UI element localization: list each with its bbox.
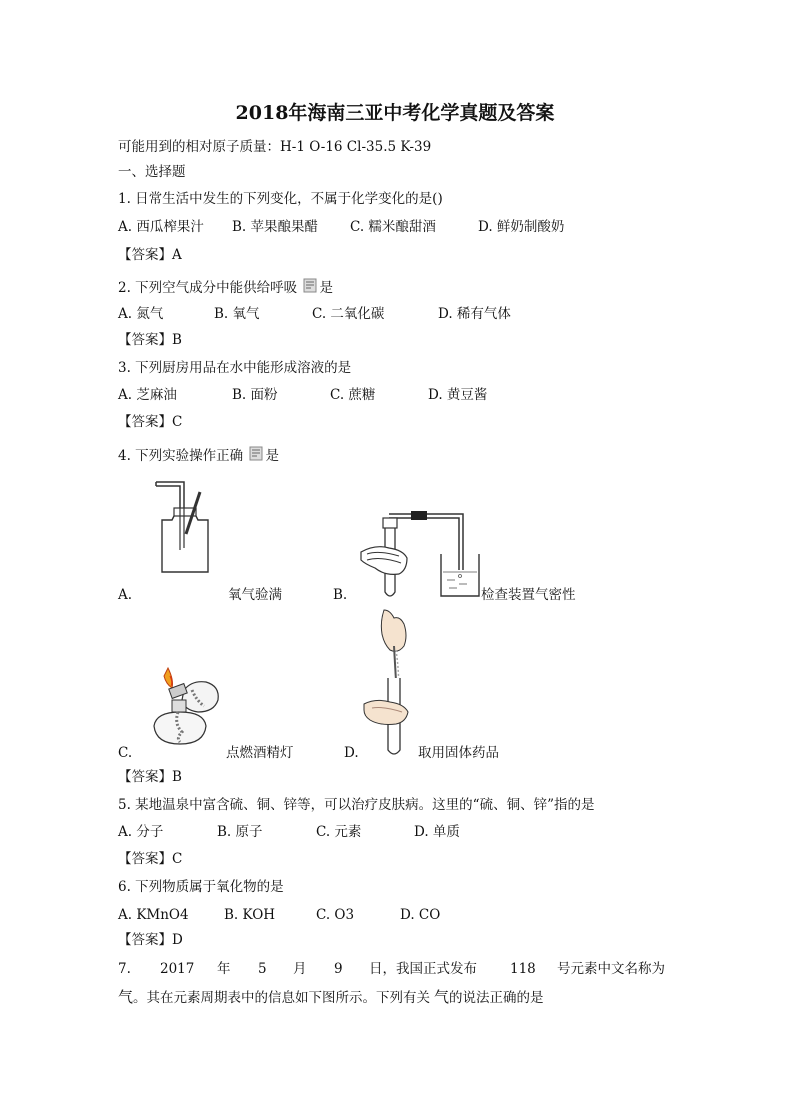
q4-stem-text: 4. 下列实验操作正确 <box>118 448 244 464</box>
q4-option-c-letter: C. <box>118 745 133 761</box>
q7-year: 2017 <box>160 961 195 977</box>
oxygen-bottle-figure <box>150 478 220 578</box>
q6-option-c: C. O3 <box>316 907 355 923</box>
broken-glyph-icon <box>249 446 263 460</box>
q5-option-c: C. 元素 <box>316 824 362 840</box>
broken-glyph-icon <box>303 278 317 292</box>
q7-line2 <box>118 988 544 1007</box>
q7-line2-end: 的说法正确的是 <box>449 990 544 1006</box>
q1-answer: 【答案】A <box>118 247 182 263</box>
q7-month: 5 <box>258 961 267 977</box>
q7-day: 9 <box>334 961 343 977</box>
q2-option-b: B. 氧气 <box>214 306 260 322</box>
q5-stem: 5. 某地温泉中富含硫、铜、锌等，可以治疗皮肤病。这里的“硫、铜、锌”指的是 <box>118 797 595 813</box>
q5-option-d: D. 单质 <box>414 824 460 840</box>
q7-day-text: 日，我国正式发布 <box>369 961 477 977</box>
q4-option-a-letter: A. <box>118 587 133 603</box>
q1-stem: 1. 日常生活中发生的下列变化，不属于化学变化的是() <box>118 191 443 207</box>
q1-option-c: C. 糯米酿甜酒 <box>350 219 436 235</box>
atomic-mass-line: 可能用到的相对原子质量：H-1 O-16 Cl-35.5 K-39 <box>118 139 432 155</box>
q3-option-a: A. 芝麻油 <box>118 387 177 403</box>
q1-option-d: D. 鲜奶制酸奶 <box>478 219 565 235</box>
q4-option-b-caption: 检查装置气密性 <box>481 587 576 603</box>
q1-option-b: B. 苹果酿果醋 <box>232 219 319 235</box>
q4-option-c-caption: 点燃酒精灯 <box>226 745 294 761</box>
q7-element-char: 气 <box>118 988 134 1006</box>
q4-stem-end: 是 <box>265 448 279 464</box>
q3-option-c: C. 蔗糖 <box>330 387 376 403</box>
q2-option-c: C. 二氧化碳 <box>312 306 385 322</box>
q6-option-a: A. KMnO4 <box>118 907 189 923</box>
q4-stem <box>118 446 279 465</box>
q2-option-d: D. 稀有气体 <box>438 306 511 322</box>
q6-option-b: B. KOH <box>224 907 276 923</box>
q1-option-a: A. 西瓜榨果汁 <box>118 219 204 235</box>
q5-answer: 【答案】C <box>118 851 183 867</box>
q7-month-unit: 月 <box>293 961 307 977</box>
q2-answer: 【答案】B <box>118 332 182 348</box>
q7-element-number: 118 <box>510 961 536 977</box>
q2-option-a: A. 氮气 <box>118 306 164 322</box>
q5-option-b: B. 原子 <box>217 824 263 840</box>
airtightness-figure <box>355 508 485 603</box>
q6-stem: 6. 下列物质属于氧化物的是 <box>118 879 284 895</box>
q6-option-d: D. CO <box>400 907 441 923</box>
q4-option-d-caption: 取用固体药品 <box>418 745 499 761</box>
q7-line2-mid: 。其在元素周期表中的信息如下图所示。下列有关 <box>133 990 431 1006</box>
q7-stem-end: 号元素中文名称为 <box>557 961 665 977</box>
q7-element-char-2: 气 <box>434 988 450 1006</box>
section-heading: 一、选择题 <box>118 164 186 180</box>
q7-year-unit: 年 <box>217 961 231 977</box>
q4-answer: 【答案】B <box>118 769 182 785</box>
q2-stem <box>118 278 333 297</box>
q3-option-d: D. 黄豆酱 <box>428 387 488 403</box>
q2-stem-text: 2. 下列空气成分中能供给呼吸 <box>118 280 298 296</box>
alcohol-lamp-figure <box>140 660 235 752</box>
q3-answer: 【答案】C <box>118 414 183 430</box>
q6-answer: 【答案】D <box>118 932 183 948</box>
q4-option-a-caption: 氧气验满 <box>228 587 282 603</box>
q7-number: 7. <box>118 961 131 977</box>
q5-option-a: A. 分子 <box>118 824 164 840</box>
q2-stem-end: 是 <box>319 280 333 296</box>
page-title: 2018年海南三亚中考化学真题及答案 <box>235 102 555 124</box>
q3-option-b: B. 面粉 <box>232 387 278 403</box>
q4-option-d-letter: D. <box>344 745 359 761</box>
q3-stem: 3. 下列厨房用品在水中能形成溶液的是 <box>118 360 352 376</box>
q4-option-b-letter: B. <box>333 587 348 603</box>
solid-reagent-figure <box>360 606 420 758</box>
